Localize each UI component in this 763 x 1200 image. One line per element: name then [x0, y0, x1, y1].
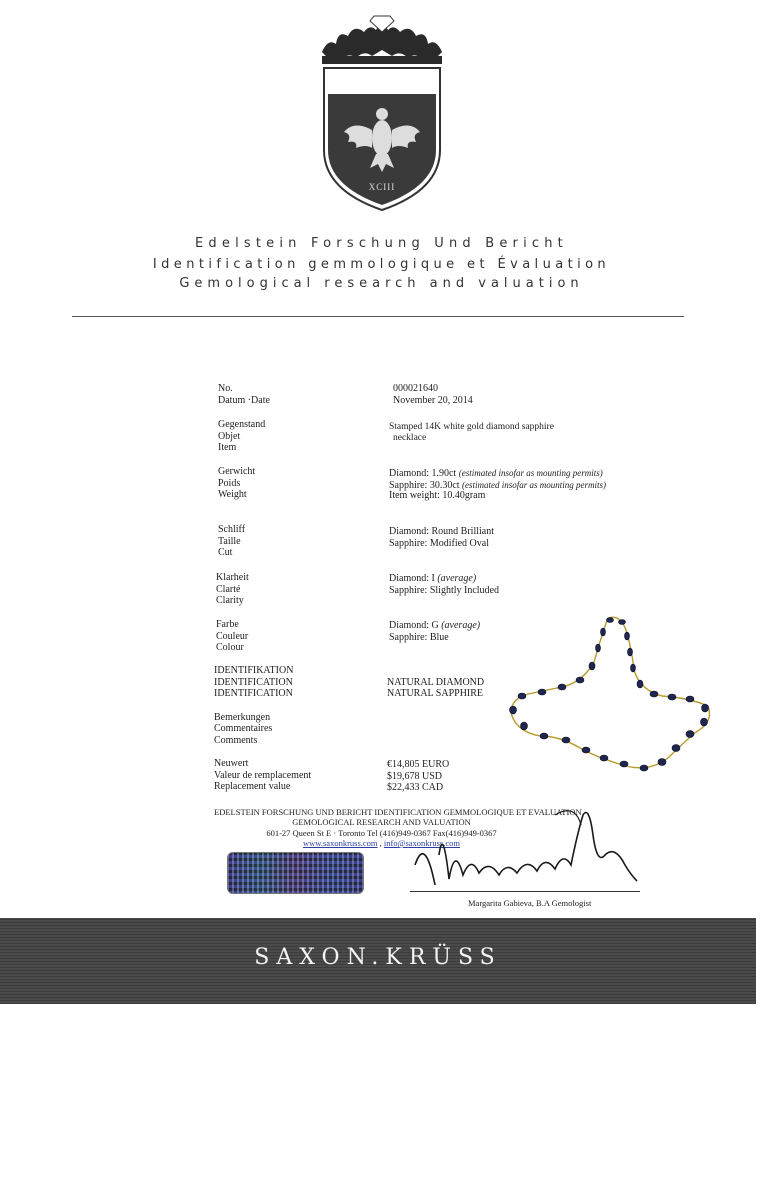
label-clarity-de: Klarheit	[216, 572, 249, 583]
crest-motto: XCIII	[368, 182, 396, 192]
value-cut-diamond: Diamond: Round Brilliant	[389, 526, 494, 537]
weight-diamond-note: (estimated insofar as mounting permits)	[458, 468, 603, 478]
value-usd: $19,678 USD	[387, 771, 443, 782]
label-comments-en: Comments	[214, 735, 258, 746]
heading-german: Edelstein Forschung Und Bericht	[195, 236, 568, 251]
clarity-diamond-note: (average)	[437, 573, 477, 584]
label-item-en: Item	[218, 442, 237, 453]
footer-links: www.saxonkruss.com , info@saxonkruss.com	[303, 838, 460, 848]
colour-diamond-text: Diamond: G	[389, 620, 439, 631]
footer-line1: EDELSTEIN FORSCHUNG UND BERICHT IDENTIFICATION GEMMOLOGIQUE ET EVALUATION	[214, 807, 582, 817]
value-euro: €14,805 EURO	[387, 759, 450, 770]
label-clarity-fr: Clarté	[216, 584, 241, 595]
label-colour-de: Farbe	[216, 619, 239, 630]
label-value-fr: Valeur de remplacement	[214, 770, 312, 781]
label-colour-fr: Couleur	[216, 631, 249, 642]
label-colour-en: Colour	[216, 642, 244, 653]
hologram-sticker	[227, 852, 364, 894]
brand-logo-text: SAXON.KRÜSS	[254, 945, 502, 970]
label-no: No.	[218, 383, 233, 394]
value-item-line2: necklace	[393, 433, 427, 443]
label-item-fr: Objet	[218, 431, 241, 442]
label-item-de: Gegenstand	[218, 419, 266, 430]
value-number: 000021640	[393, 383, 438, 394]
header-divider	[72, 316, 684, 317]
weight-sapphire-text: Sapphire: 30.30ct	[389, 480, 460, 491]
label-value-en: Replacement value	[214, 781, 291, 792]
value-date: November 20, 2014	[393, 395, 473, 406]
clarity-diamond-text: Diamond: I	[389, 573, 435, 584]
signature-line	[410, 891, 640, 892]
label-cut-en: Cut	[218, 547, 233, 558]
signatory-name: Margarita Gabieva, B.A Gemologist	[468, 898, 592, 908]
label-clarity-en: Clarity	[216, 595, 244, 606]
footer-line2: GEMOLOGICAL RESEARCH AND VALUATION	[292, 817, 471, 827]
value-colour-diamond	[389, 620, 480, 632]
signature	[405, 795, 645, 895]
value-clarity-diamond	[389, 573, 476, 585]
sapphire-stones	[510, 618, 709, 772]
label-weight-de: Gerwicht	[218, 466, 256, 477]
value-cad: $22,433 CAD	[387, 782, 444, 793]
label-comments-fr: Commentaires	[214, 723, 273, 734]
label-ident-en: IDENTIFICATION	[214, 688, 293, 699]
label-weight-fr: Poids	[218, 478, 241, 489]
crest-logo	[318, 10, 446, 215]
weight-sapphire-note: (estimated insofar as mounting permits)	[462, 480, 607, 490]
necklace-photo	[500, 610, 725, 785]
value-item-weight: Item weight: 10.40gram	[389, 490, 486, 501]
value-clarity-sapphire: Sapphire: Slightly Included	[389, 585, 499, 596]
label-weight-en: Weight	[218, 489, 247, 500]
label-cut-fr: Taille	[218, 536, 241, 547]
weight-diamond-text: Diamond: 1.90ct	[389, 468, 457, 479]
label-value-de: Neuwert	[214, 758, 249, 769]
label-date: Datum ·Date	[218, 395, 270, 406]
value-ident-sapphire: NATURAL SAPPHIRE	[387, 688, 484, 699]
value-cut-sapphire: Sapphire: Modified Oval	[389, 538, 489, 549]
value-colour-sapphire: Sapphire: Blue	[389, 632, 449, 643]
label-ident-de: IDENTIFIKATION	[214, 665, 294, 676]
label-comments-de: Bemerkungen	[214, 712, 271, 723]
value-ident-diamond: NATURAL DIAMOND	[387, 677, 485, 688]
heading-french: Identification gemmologique et Évaluation	[152, 257, 611, 272]
website-link[interactable]: www.saxonkruss.com	[303, 838, 378, 848]
label-cut-de: Schliff	[218, 524, 246, 535]
colour-diamond-note: (average)	[441, 620, 481, 631]
value-item-line1: Stamped 14K white gold diamond sapphire	[389, 422, 554, 432]
heading-english: Gemological research and valuation	[179, 276, 584, 291]
email-link[interactable]: info@saxonkruss.com	[383, 838, 460, 848]
footer-line3: 601-27 Queen St E · Toronto Tel (416)949-0367 Fax(416)949-0367	[266, 828, 497, 838]
label-ident-fr: IDENTIFICATION	[214, 677, 293, 688]
